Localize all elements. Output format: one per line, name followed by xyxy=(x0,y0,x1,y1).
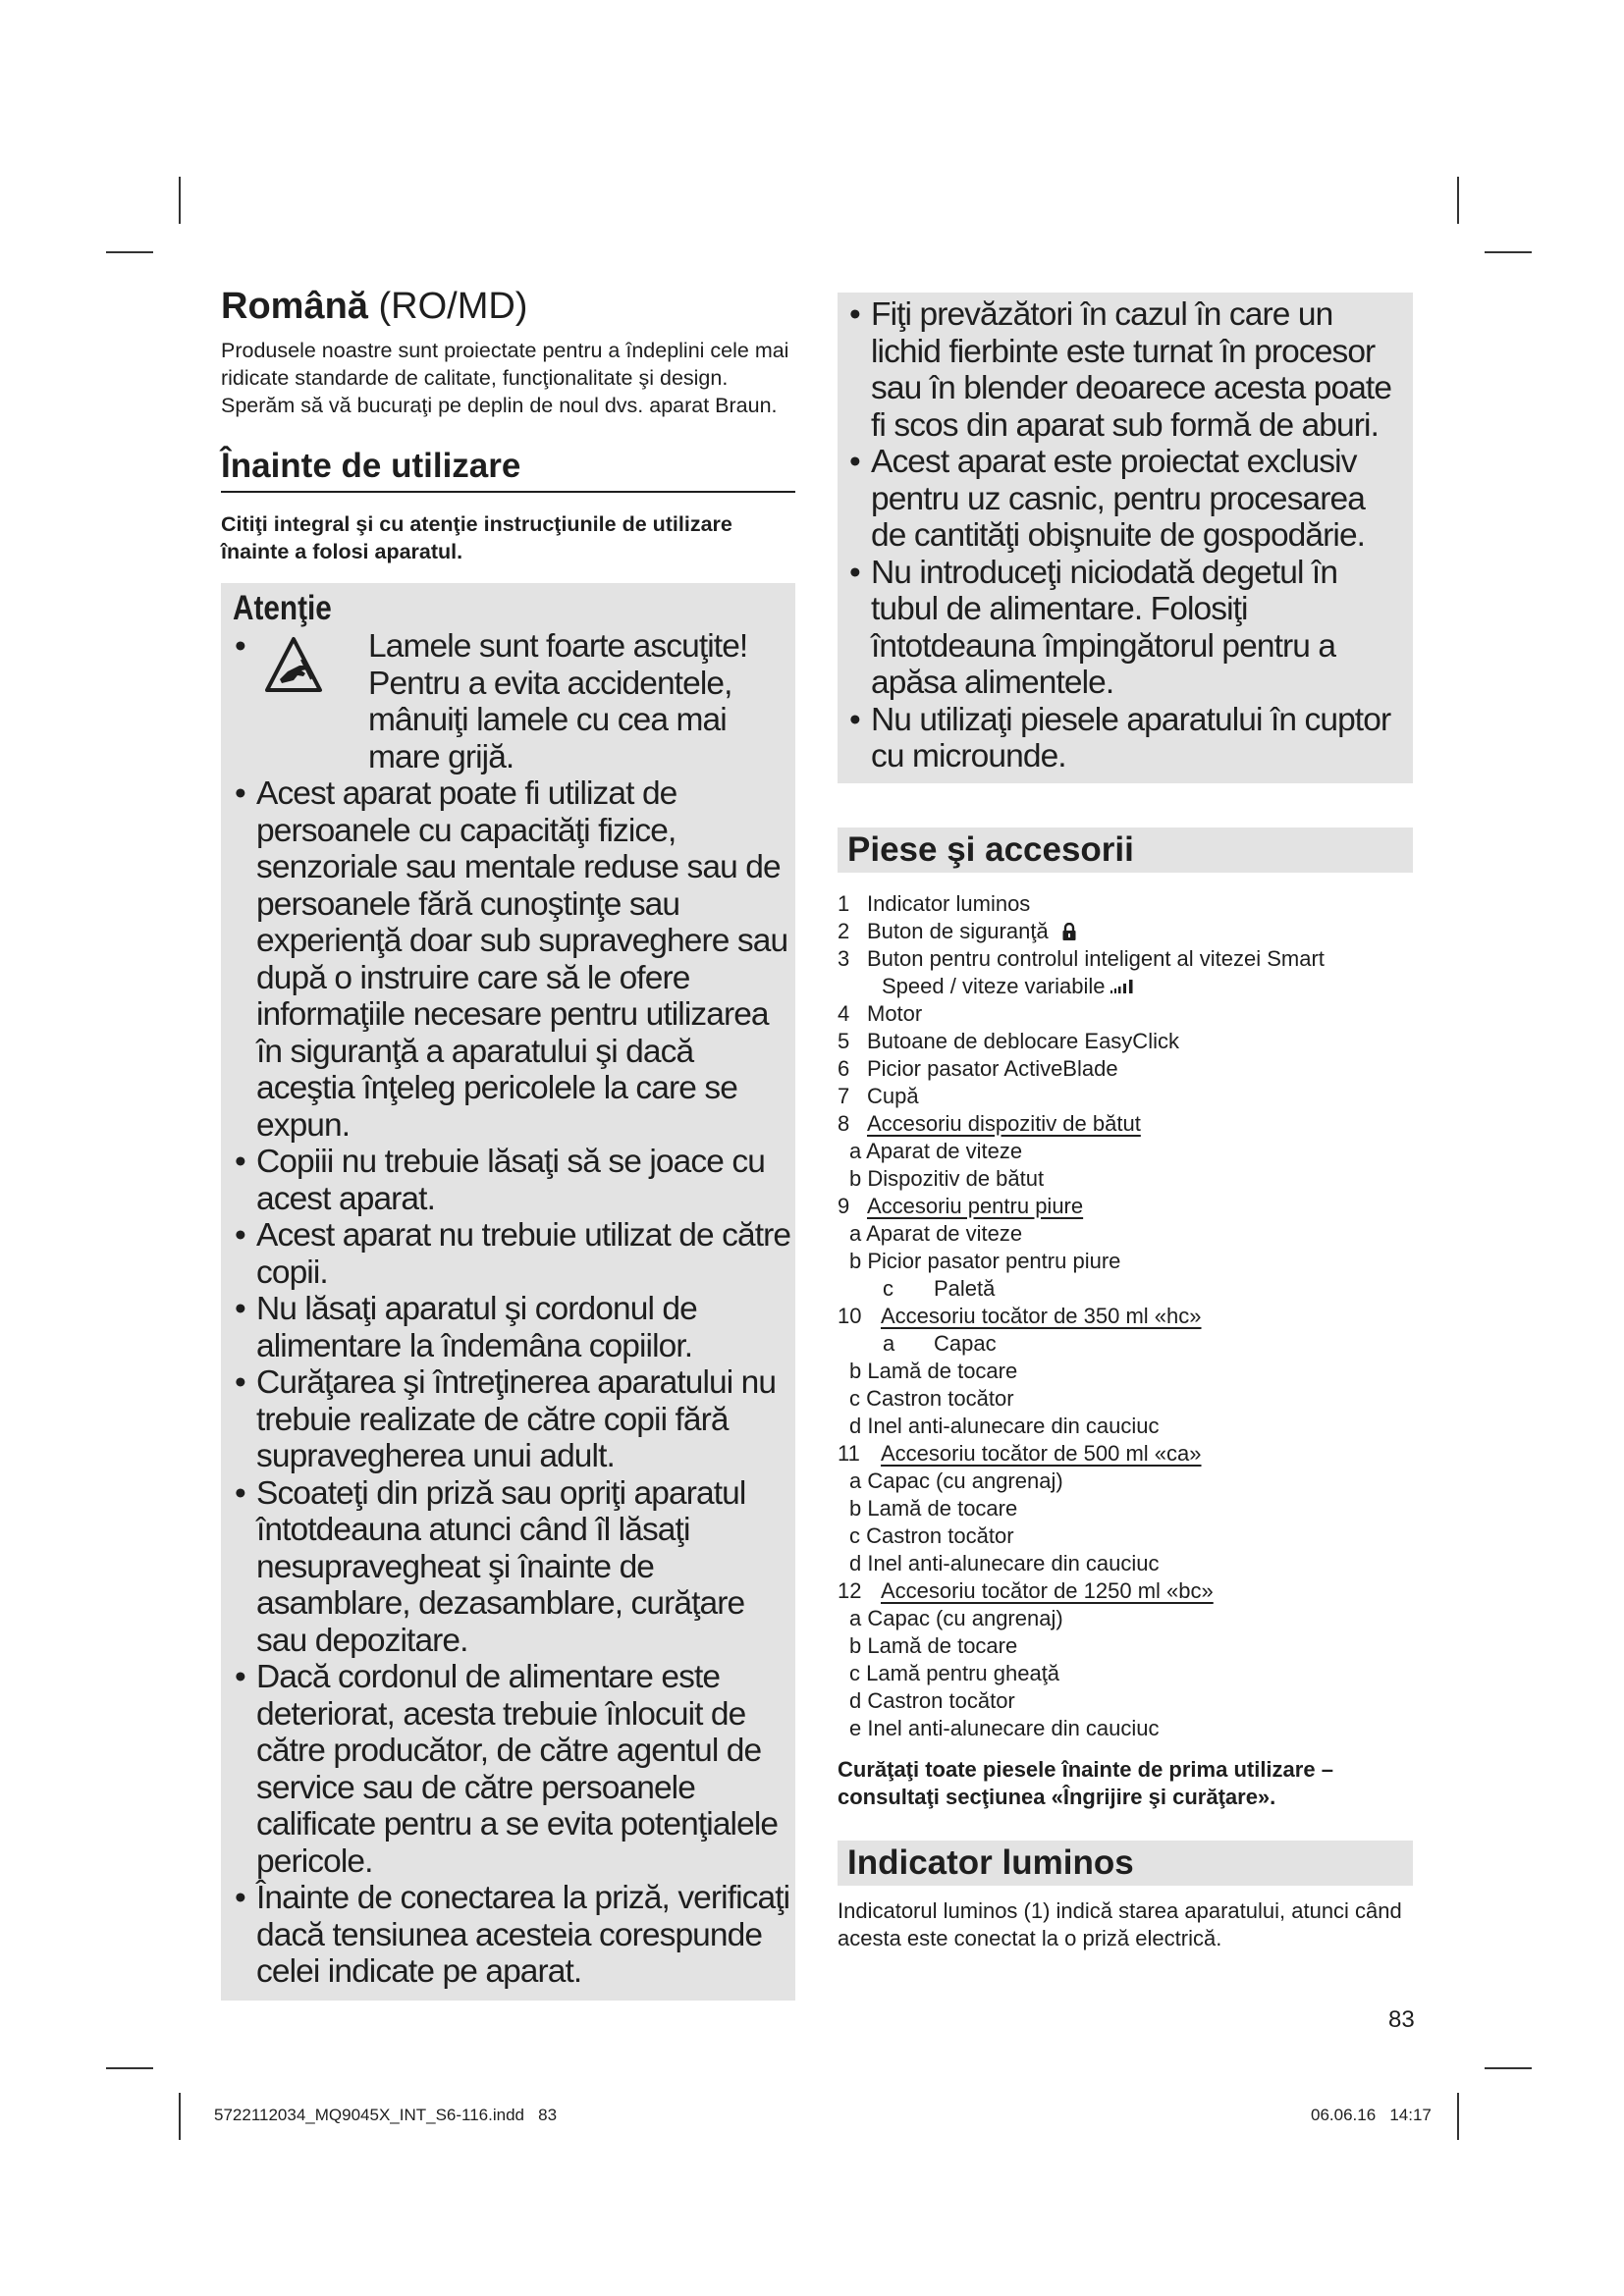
part-label: Buton pentru controlul inteligent al vitezei Smart xyxy=(867,945,1325,971)
part-subitem: d Inel anti-alunecare din cauciuc xyxy=(849,1550,1160,1575)
bullet: • xyxy=(235,628,246,665)
indicator-heading: Indicator luminos xyxy=(838,1841,1413,1886)
part-subitem: b Lamă de tocare xyxy=(849,1495,1018,1521)
warning-item-text: Dacă cordonul de alimentare este deteriorat, acesta trebuie înlocuit de către producător, de către agentul de service sau de către persoanele calificate pentru a se evita potenţialele pericole. xyxy=(256,1659,779,1880)
part-number: 12 xyxy=(838,1577,862,1603)
part-label: Butoane de deblocare EasyClick xyxy=(867,1028,1179,1053)
part-number: 9 xyxy=(838,1193,850,1218)
part-label: Speed / viteze variabile xyxy=(882,973,1106,998)
warning-item-text: Acest aparat este proiectat exclusiv pentru uz casnic, pentru procesarea de cantităţi obişnuite de gospodărie. xyxy=(871,444,1366,554)
crop-mark xyxy=(1457,177,1459,224)
footer-file: 5722112034_MQ9045X_INT_S6-116.indd 83 xyxy=(214,2106,558,2124)
parts-heading: Piese şi accesorii xyxy=(838,828,1413,873)
bullet: • xyxy=(235,1144,245,1180)
part-subitem: c Castron tocător xyxy=(849,1385,1014,1411)
bullet: • xyxy=(235,1217,245,1254)
part-item xyxy=(838,1028,1413,1055)
part-number: 8 xyxy=(838,1110,850,1136)
part-item xyxy=(838,1083,1413,1110)
part-number: 1 xyxy=(838,890,850,916)
warning-item xyxy=(233,1880,795,1991)
part-subitem: a Aparat de viteze xyxy=(849,1220,1023,1246)
part-subitem: b Dispozitiv de bătut xyxy=(849,1165,1045,1191)
warning-item xyxy=(847,444,1403,555)
bullet: • xyxy=(235,1364,245,1401)
title-language: Română xyxy=(221,286,368,327)
crop-mark xyxy=(1485,251,1532,253)
part-label: Motor xyxy=(867,1000,923,1026)
part-letter: a xyxy=(883,1330,895,1356)
crop-mark xyxy=(179,177,181,224)
part-number: 7 xyxy=(838,1083,850,1108)
part-subitem: d Castron tocător xyxy=(849,1687,1015,1713)
part-subitem: b Picior pasator pentru piure xyxy=(849,1248,1121,1273)
crop-mark xyxy=(179,2093,181,2140)
part-number: 3 xyxy=(838,945,850,971)
part-item xyxy=(838,1000,1413,1028)
bullet: • xyxy=(235,1659,245,1695)
warning-item-text: Fiţi prevăzători în cazul în care un lichid fierbinte este turnat în procesor sau în blender deoarece acesta poate fi scos din aparat sub formă de aburi. xyxy=(871,296,1392,444)
page-number: 83 xyxy=(1388,2006,1415,2033)
bullet: • xyxy=(235,1291,245,1327)
part-subitem: b Lamă de tocare xyxy=(849,1358,1018,1383)
warning-item xyxy=(233,1217,795,1291)
part-subitem: b Lamă de tocare xyxy=(849,1632,1018,1658)
part-label: Indicator luminos xyxy=(867,890,1031,916)
blade-warning-text: Lamele sunt foarte ascuţite! Pentru a evita accidentele, mânuiţi lamele cu cea mai mare grijă. xyxy=(368,628,748,775)
bullet: • xyxy=(235,1880,245,1916)
blade-warning xyxy=(233,628,795,775)
part-number: 10 xyxy=(838,1303,862,1328)
warning-item-text: Nu introduceţi niciodată degetul în tubul de alimentare. Folosiţi întotdeauna împingătorul pentru a apăsa alimentele. xyxy=(871,554,1338,701)
right-column xyxy=(838,293,1413,1952)
warning-list-continued xyxy=(847,296,1403,775)
warning-item-text: Copiii nu trebuie lăsaţi să se joace cu acest aparat. xyxy=(256,1144,765,1217)
parts-list xyxy=(838,890,1413,1742)
part-item-continued xyxy=(838,973,1413,1000)
warning-item-text: Înainte de conectarea la priză, verificaţi dacă tensiunea acesteia corespunde celei indicate pe aparat. xyxy=(256,1880,790,1990)
hand-cut-hazard-icon xyxy=(264,636,323,695)
part-number: 6 xyxy=(838,1055,850,1081)
crop-mark xyxy=(106,2067,153,2069)
left-column xyxy=(221,285,795,2001)
part-item xyxy=(838,918,1413,945)
cleaning-note: Curăţaţi toate piesele înainte de prima utilizare – consultaţi secţiunea «Îngrijire şi curăţare». xyxy=(838,1756,1333,1809)
part-subitem: c Lamă pentru gheaţă xyxy=(849,1660,1060,1685)
warning-item-text: Scoateţi din priză sau opriţi aparatul întotdeauna atunci când îl lăsaţi nesupravegheat şi înainte de asamblare, dezasamblare, curăţare sau depozitare. xyxy=(256,1474,746,1659)
indicator-text: Indicatorul luminos (1) indică starea aparatului, atunci când acesta este conectat la o priză electrică. xyxy=(838,1897,1402,1950)
bullet: • xyxy=(235,775,245,812)
part-number: 4 xyxy=(838,1000,850,1026)
bullet: • xyxy=(849,296,860,333)
crop-mark xyxy=(1457,2093,1459,2140)
part-item xyxy=(838,945,1413,973)
warning-item-text: Acest aparat nu trebuie utilizat de către copii. xyxy=(256,1217,791,1291)
part-number: 5 xyxy=(838,1028,850,1053)
part-item xyxy=(838,1577,1413,1605)
part-label: Accesoriu tocător de 1250 ml «bc» xyxy=(881,1577,1214,1603)
part-subitem: a Capac (cu angrenaj) xyxy=(849,1605,1063,1630)
part-item xyxy=(838,1303,1413,1330)
bullet: • xyxy=(849,554,860,591)
warning-list xyxy=(233,775,795,1991)
bullet: • xyxy=(849,701,860,738)
part-subitem xyxy=(838,1330,1413,1358)
part-subitem: c Castron tocător xyxy=(849,1522,1014,1548)
part-item xyxy=(838,1440,1413,1468)
footer-date: 06.06.16 14:17 xyxy=(1311,2106,1432,2124)
part-label: Capac xyxy=(934,1330,997,1356)
warning-item xyxy=(233,1291,795,1364)
warning-title: Atenţie xyxy=(233,589,332,627)
part-label: Cupă xyxy=(867,1083,919,1108)
crop-mark xyxy=(106,251,153,253)
warning-item-text: Acest aparat poate fi utilizat de persoanele cu capacităţi fizice, senzoriale sau mentale reduse sau de persoanele fără cunoştinţe sau experienţă doar sub supraveghere sau după o instruire care să le ofere informaţiile necesare pentru utilizarea în siguranţă a aparatului şi dacă aceştia înţeleg pericolele la care se expun. xyxy=(256,775,788,1144)
warning-item xyxy=(233,1659,795,1880)
page-title xyxy=(221,285,795,328)
part-item xyxy=(838,1193,1413,1220)
part-item xyxy=(838,1110,1413,1138)
title-region: (RO/MD) xyxy=(378,286,528,327)
part-label: Paletă xyxy=(934,1275,996,1301)
part-subitem: d Inel anti-alunecare din cauciuc xyxy=(849,1413,1160,1438)
part-label: Accesoriu dispozitiv de bătut xyxy=(867,1110,1141,1136)
warning-item xyxy=(847,296,1403,444)
part-label: Accesoriu pentru piure xyxy=(867,1193,1084,1218)
part-item xyxy=(838,890,1413,918)
warning-item-text: Curăţarea şi întreţinerea aparatului nu trebuie realizate de către copii fără supravegherea unui adult. xyxy=(256,1364,777,1474)
part-subitem xyxy=(838,1275,1413,1303)
warning-item-text: Nu lăsaţi aparatul şi cordonul de alimentare la îndemâna copiilor. xyxy=(256,1291,697,1364)
warning-item xyxy=(847,702,1403,775)
part-number: 2 xyxy=(838,918,850,943)
warning-item-text: Nu utilizaţi piesele aparatului în cuptor cu microunde. xyxy=(871,701,1391,774)
part-item xyxy=(838,1055,1413,1083)
part-number: 11 xyxy=(838,1440,860,1466)
warning-box xyxy=(221,583,795,2001)
part-label: Accesoriu tocător de 500 ml «ca» xyxy=(881,1440,1202,1466)
warning-item xyxy=(233,1364,795,1475)
before-use-note: Citiţi integral şi cu atenţie instrucţiunile de utilizare înainte a folosi aparatul. xyxy=(221,512,732,563)
warning-item xyxy=(233,1475,795,1660)
part-subitem: e Inel anti-alunecare din cauciuc xyxy=(849,1715,1160,1740)
warning-item xyxy=(233,775,795,1144)
part-subitem: a Aparat de viteze xyxy=(849,1138,1023,1163)
warning-box-continued xyxy=(838,293,1413,783)
crop-mark xyxy=(1485,2067,1532,2069)
part-letter: c xyxy=(883,1275,893,1301)
part-label: Accesoriu tocător de 350 ml «hc» xyxy=(881,1303,1202,1328)
bullet: • xyxy=(235,1474,245,1512)
intro-paragraph: Produsele noastre sunt proiectate pentru a îndeplini cele mai ridicate standarde de calitate, funcţionalitate şi design. Sperăm să vă bucuraţi pe deplin de noul dvs. aparat Braun. xyxy=(221,339,789,417)
padlock-icon xyxy=(1062,923,1076,940)
part-label: Picior pasator ActiveBlade xyxy=(867,1055,1118,1081)
warning-item xyxy=(233,1144,795,1217)
speed-bars-icon xyxy=(1110,978,1136,993)
warning-item xyxy=(847,555,1403,702)
part-subitem: a Capac (cu angrenaj) xyxy=(849,1468,1063,1493)
bullet: • xyxy=(849,444,860,480)
before-use-heading: Înainte de utilizare xyxy=(221,446,795,493)
part-label: Buton de siguranţă xyxy=(867,918,1049,943)
